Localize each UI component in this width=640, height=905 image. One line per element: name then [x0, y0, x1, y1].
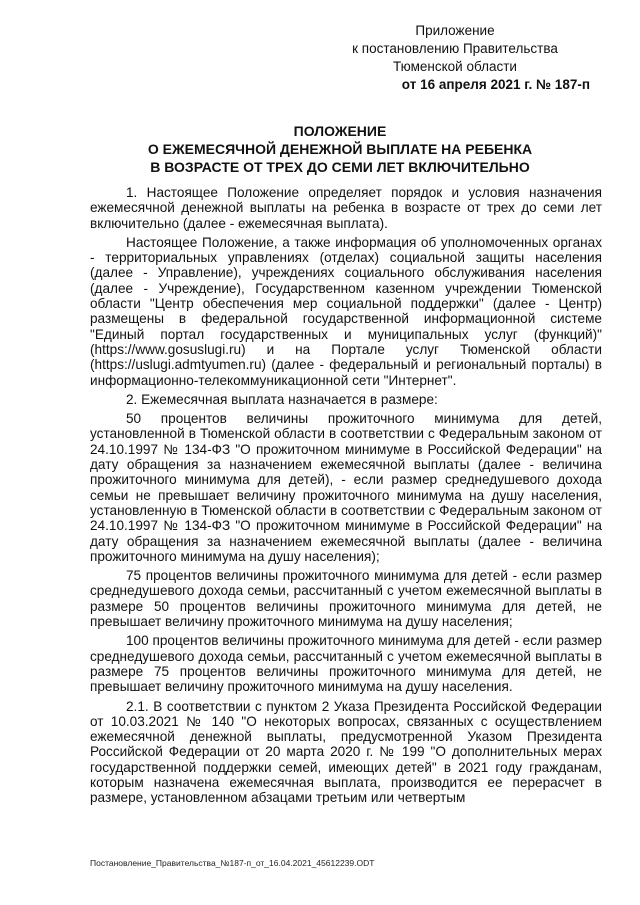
- appendix-label: Приложение: [415, 23, 495, 38]
- paragraph-2: Настоящее Положение, а также информация об уполномоченных органах - территориальных управлениях (отделах) социальной защиты населения (далее - Управление), учреждениях социального обслуживания населения (далее - Учреждение), Государственном казенном учреждении Тюменской области "Центр обеспечения мер социальной поддержки" (далее - Центр) размещены в федеральной государственной информационной системе "Единый портал государственных и муниципальных услуг (функций)" (https://www.gosuslugi.ru) и на Портале услуг Тюменской области (https://uslugi.admtyumen.ru) (далее - федеральный и региональный порталы) в информационно-телекоммуникационной сети "Интернет".: [90, 234, 602, 388]
- paragraph-5: 75 процентов величины прожиточного минимума для детей - если размер среднедушевого дохода семьи, рассчитанный с учетом ежемесячной выплаты в размере 50 процентов величины прожиточного минимума для детей, не превышает величину прожиточного минимума на душу населения;: [90, 568, 602, 630]
- document-title: [90, 122, 590, 176]
- paragraph-4: 50 процентов величины прожиточного минимума для детей, установленной в Тюменской области в соответствии с Федеральным законом от 24.10.1997 № 134-ФЗ "О прожиточном минимуме в Российской Федерации" на дату обращения за назначением ежемесячной выплаты (далее - величина прожиточного минимума для детей), - если размер среднедушевого дохода семьи не превышает величину прожиточного минимума на душу населения, установленную в Тюменской области в соответствии с Федеральным законом от 24.10.1997 № 134-ФЗ "О прожиточном минимуме в Российской Федерации" на дату обращения за назначением ежемесячной выплаты (далее - величина прожиточного минимума на душу населения);: [90, 411, 602, 564]
- appendix-block: [320, 22, 590, 94]
- file-footer: Постановление_Правительства_№187-п_от_16.04.2021_45612239.ODT: [90, 858, 375, 868]
- paragraph-7: 2.1. В соответствии с пунктом 2 Указа Президента Российской Федерации от 10.03.2021 № 140 "О некоторых вопросах, связанных с осуществлением ежемесячной денежной выплаты, предусмотренной Указом Президента Российской Федерации от 20 марта 2020 г. № 199 "О дополнительных мерах государственной поддержки семей, имеющих детей" в 2021 году гражданам, которым назначена ежемесячная выплата, производится ее перерасчет в размере, установленном абзацами третьим или четвертым: [90, 698, 602, 806]
- paragraph-3: 2. Ежемесячная выплата назначается в размере:: [126, 391, 438, 407]
- paragraph-6: 100 процентов величины прожиточного минимума для детей - если размер среднедушевого дохода семьи, рассчитанный с учетом ежемесячной выплаты в размере 75 процентов величины прожиточного минимума для детей, не превышает величину прожиточного минимума на душу населения.: [90, 633, 602, 695]
- paragraph-1: 1. Настоящее Положение определяет порядок и условия назначения ежемесячной денежной выплаты на ребенка в возрасте от трех до семи лет включительно (далее - ежемесячная выплата).: [90, 185, 602, 231]
- title-line-1: ПОЛОЖЕНИЕ: [293, 123, 387, 139]
- appendix-date-number: от 16 апреля 2021 г. № 187-п: [401, 77, 590, 92]
- title-line-2: О ЕЖЕМЕСЯЧНОЙ ДЕНЕЖНОЙ ВЫПЛАТЕ НА РЕБЕНКА: [147, 141, 533, 157]
- title-line-3: В ВОЗРАСТЕ ОТ ТРЕХ ДО СЕМИ ЛЕТ ВКЛЮЧИТЕЛЬНО: [150, 159, 530, 175]
- appendix-region: Тюменской области: [393, 59, 517, 74]
- document-body: [90, 185, 602, 810]
- appendix-resolution: к постановлению Правительства: [352, 41, 558, 56]
